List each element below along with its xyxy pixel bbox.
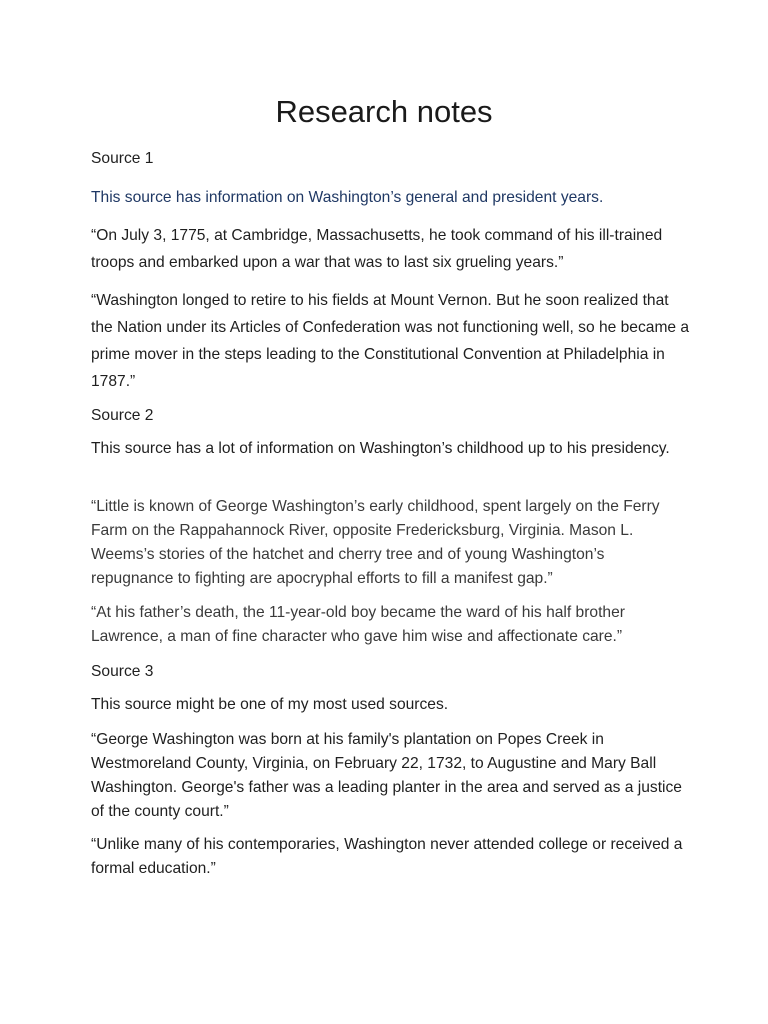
source-2-quote-1: “Little is known of George Washington’s early childhood, spent largely on the Ferry Farm on the Rappahannock River, opposite Fredericksburg, Virginia. Mason L. Weems’s stories of the hatchet and cherry tree and of young Washington’s repugnance to fighting are apocryphal efforts to fill a manifest gap.” [91, 498, 660, 587]
source-2-quote-2: “At his father’s death, the 11-year-old boy became the ward of his half brother Lawrence, a man of fine character who gave him wise and affectionate care.” [91, 604, 625, 645]
source-1-quote-1: “On July 3, 1775, at Cambridge, Massachusetts, he took command of his ill-trained troops and embarked upon a war that was to last six grueling years.” [91, 227, 663, 271]
source-1-quote-2: “Washington longed to retire to his fields at Mount Vernon. But he soon realized that the Nation under its Articles of Confederation was not functioning well, so he became a prime mover in the steps leading to the Constitutional Convention at Philadelphia in 1787.” [91, 292, 690, 390]
source-2-summary: This source has a lot of information on Washington’s childhood up to his presidency. [91, 440, 670, 457]
page-title: Research notes [275, 94, 493, 129]
source-1-heading: Source 1 [91, 150, 154, 167]
source-3-quote-1: “George Washington was born at his family's plantation on Popes Creek in Westmoreland County, Virginia, on February 22, 1732, to Augustine and Mary Ball Washington. George's father was a leading planter in the area and served as a justice of the county court.” [91, 731, 682, 820]
source-1-summary: This source has information on Washington’s general and president years. [91, 189, 604, 206]
source-3-quote-2: “Unlike many of his contemporaries, Washington never attended college or received a formal education.” [91, 836, 683, 877]
source-3-summary: This source might be one of my most used sources. [91, 696, 449, 713]
source-2-heading: Source 2 [91, 407, 154, 424]
source-3-heading: Source 3 [91, 663, 154, 680]
